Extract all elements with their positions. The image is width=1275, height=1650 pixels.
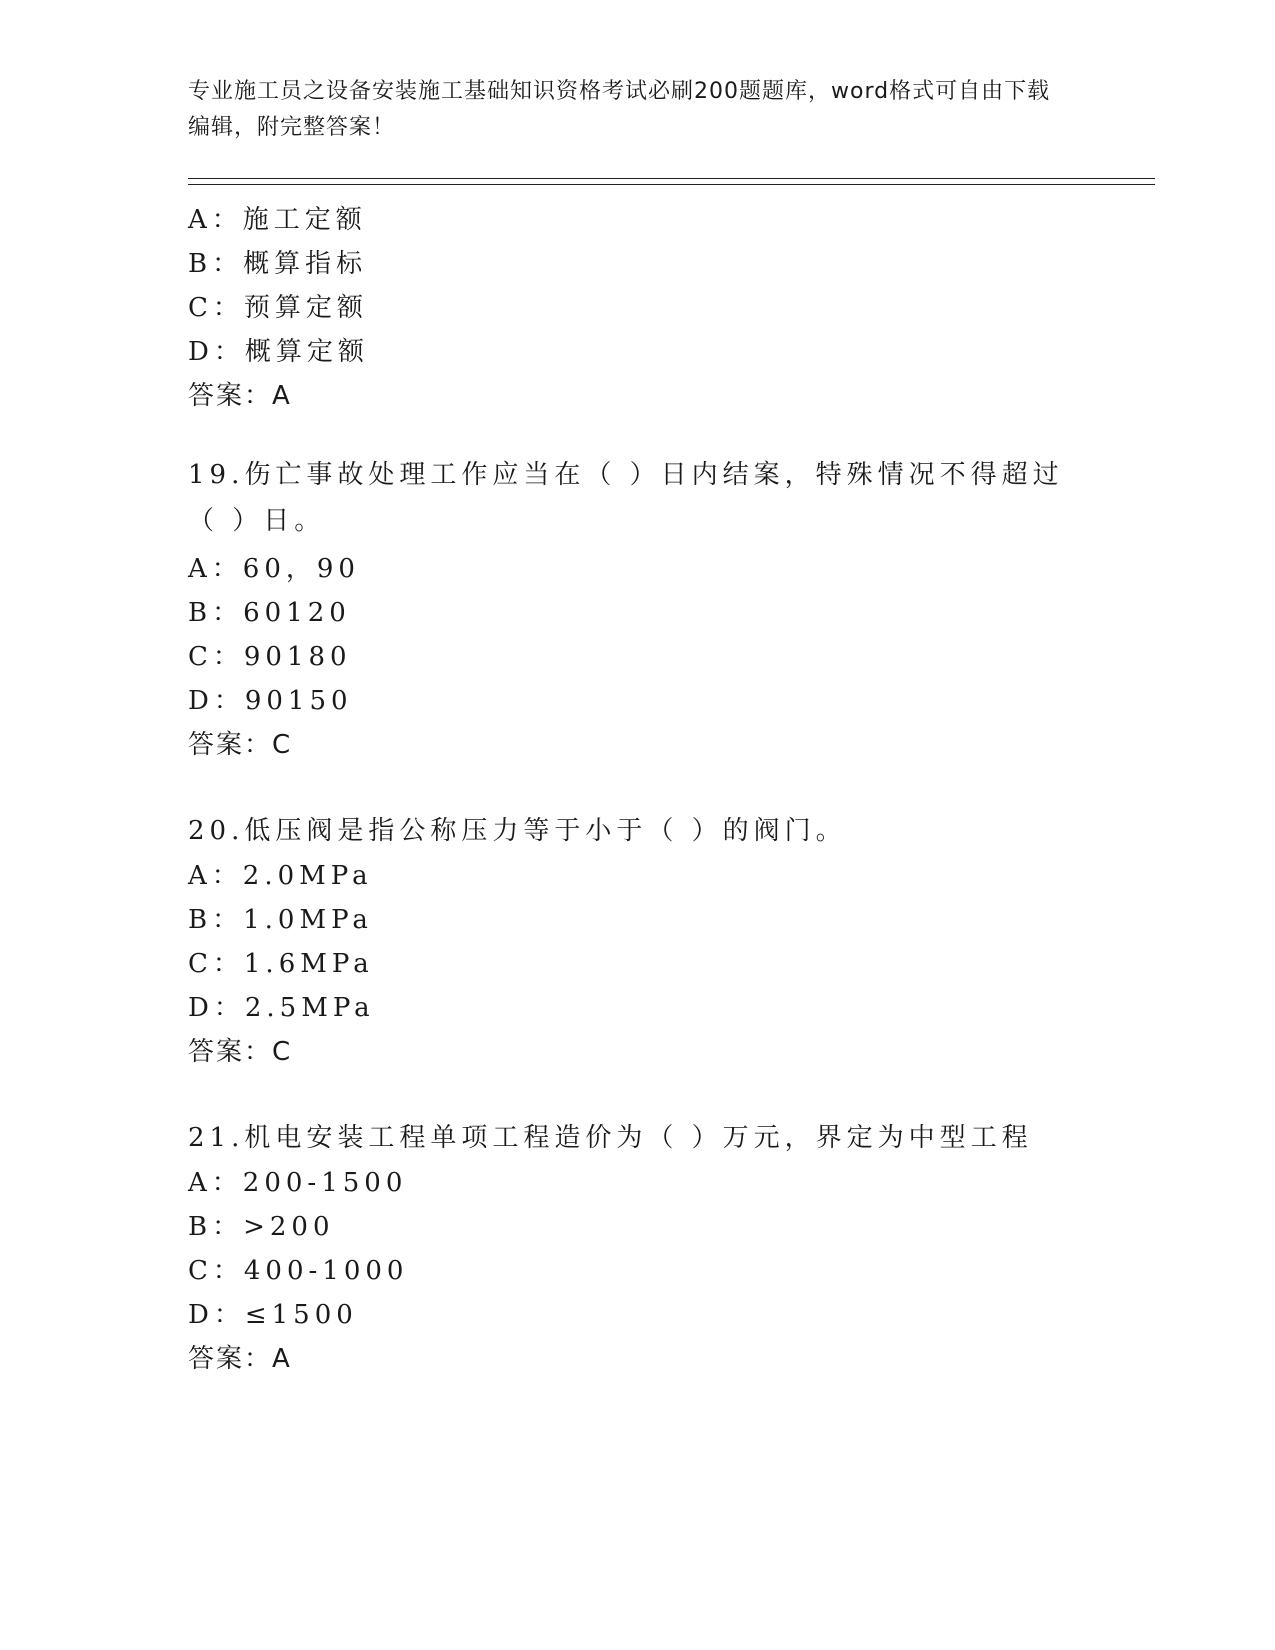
option-a: A：施工定额 <box>188 205 367 235</box>
option-a: A：200-1500 <box>188 1168 408 1198</box>
option-d: D：概算定额 <box>188 337 369 367</box>
option-b: B：概算指标 <box>188 249 368 279</box>
answer-label: 答案：A <box>188 1344 292 1374</box>
option-d: D：90150 <box>188 686 353 716</box>
option-d: D：2.5MPa <box>188 993 375 1023</box>
option-c: C：90180 <box>188 642 352 672</box>
header-divider-bottom <box>188 184 1155 185</box>
question-stem: 21.机电安装工程单项工程造价为（ ）万元，界定为中型工程 <box>188 1123 1033 1153</box>
option-a: A：2.0MPa <box>188 861 373 891</box>
option-c: C：预算定额 <box>188 293 368 323</box>
document-header: 专业施工员之设备安装施工基础知识资格考试必刷200题题库，word格式可自由下载编辑，附完整答案！ <box>188 79 1051 140</box>
answer-label: 答案：C <box>188 1037 293 1067</box>
answer-label: 答案：C <box>188 730 293 760</box>
option-c: C：400-1000 <box>188 1256 409 1286</box>
question-stem: 20.低压阀是指公称压力等于小于（ ）的阀门。 <box>188 816 847 846</box>
answer-label: 答案：A <box>188 381 292 411</box>
option-c: C：1.6MPa <box>188 949 374 979</box>
option-d: D：≤1500 <box>188 1300 358 1330</box>
question-stem: 19.伤亡事故处理工作应当在（ ）日内结案，特殊情况不得超过（ ）日。 <box>188 460 1064 536</box>
option-b: B：60120 <box>188 598 351 628</box>
header-divider-top <box>188 178 1155 179</box>
option-b: B：1.0MPa <box>188 905 373 935</box>
option-a: A：60，90 <box>188 554 360 584</box>
option-b: B：>200 <box>188 1212 335 1242</box>
